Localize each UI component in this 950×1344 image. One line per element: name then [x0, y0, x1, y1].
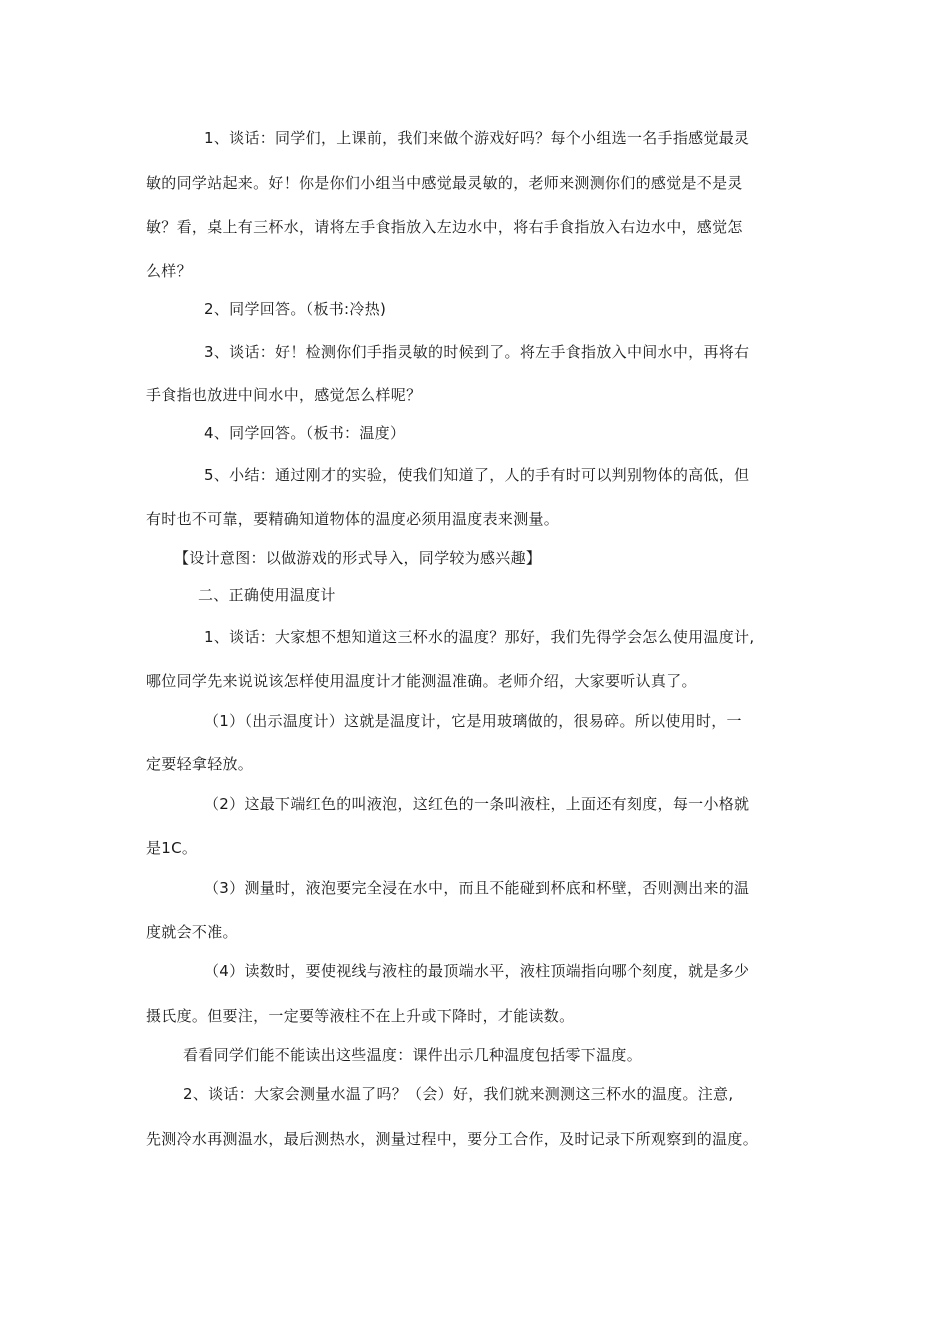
text-line: 2、谈话：大家会测量水温了吗？（会）好，我们就来测测这三杯水的温度。注意,	[183, 1085, 734, 1103]
text-line: （3）测量时，液泡要完全浸在水中，而且不能碰到杯底和杯壁，否则测出来的温	[204, 879, 750, 897]
text-line: 么样？	[146, 262, 192, 280]
design-intent-note: 【设计意图：以做游戏的形式导入，同学较为感兴趣】	[174, 549, 542, 567]
text-line: （2）这最下端红色的叫液泡，这红色的一条叫液柱，上面还有刻度，每一小格就	[204, 795, 750, 813]
text-line: 摄氏度。但要注，一定要等液柱不在上升或下降时，才能读数。	[146, 1007, 575, 1025]
text-line: 是1C。	[146, 839, 198, 857]
text-line: 度就会不准。	[146, 923, 238, 941]
text-line: 看看同学们能不能读出这些温度：课件出示几种温度包括零下温度。	[183, 1046, 643, 1064]
text-line: 哪位同学先来说说该怎样使用温度计才能测温准确。老师介绍，大家要听认真了。	[146, 672, 697, 690]
section-heading: 二、正确使用温度计	[198, 586, 336, 604]
text-line: 4、同学回答。（板书：温度）	[204, 424, 406, 442]
text-line: （1）（出示温度计）这就是温度计，它是用玻璃做的，很易碎。所以使用时，一	[204, 712, 742, 730]
text-line: 先测冷水再测温水，最后测热水，测量过程中，要分工合作，及时记录下所观察到的温度。	[146, 1130, 759, 1148]
text-line: 敏？看，桌上有三杯水，请将左手食指放入左边水中，将右手食指放入右边水中，感觉怎	[146, 218, 743, 236]
text-line: （4）读数时，要使视线与液柱的最顶端水平，液柱顶端指向哪个刻度，就是多少	[204, 962, 750, 980]
text-line: 有时也不可靠，要精确知道物体的温度必须用温度表来测量。	[146, 510, 560, 528]
text-line: 定要轻拿轻放。	[146, 755, 254, 773]
text-line: 1、谈话：同学们，上课前，我们来做个游戏好吗？每个小组选一名手指感觉最灵	[204, 129, 750, 147]
text-line: 1、谈话：大家想不想知道这三杯水的温度？那好，我们先得学会怎么使用温度计,	[204, 628, 755, 646]
text-line: 敏的同学站起来。好！你是你们小组当中感觉最灵敏的，老师来测测你们的感觉是不是灵	[146, 174, 743, 192]
text-line: 手食指也放进中间水中，感觉怎么样呢？	[146, 386, 422, 404]
text-line: 5、小结：通过刚才的实验，使我们知道了，人的手有时可以判别物体的高低，但	[204, 466, 750, 484]
text-line: 2、同学回答。（板书:冷热)	[204, 300, 387, 318]
text-line: 3、谈话：好！检测你们手指灵敏的时候到了。将左手食指放入中间水中，再将右	[204, 343, 750, 361]
